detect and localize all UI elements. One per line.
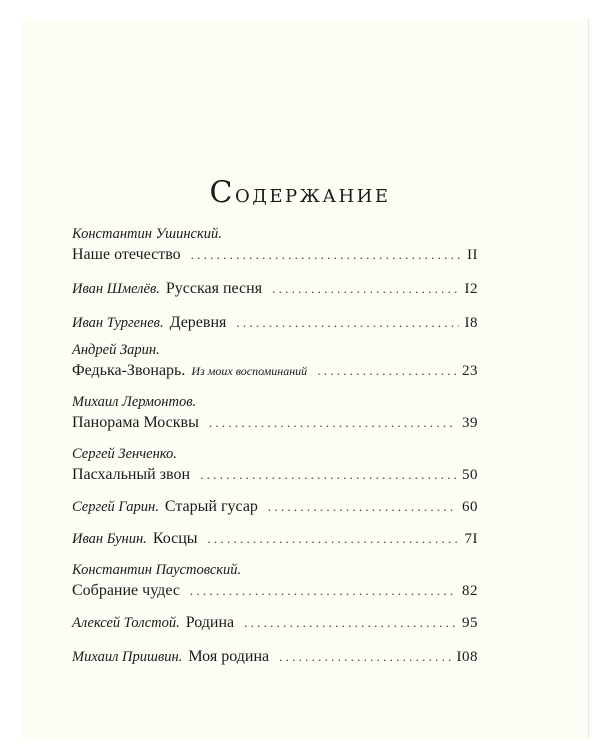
toc-page-number: 39 [462,415,478,431]
toc-work-title: Русская песня [165,280,263,297]
toc-entry[interactable] [72,246,478,264]
leader-dots [236,315,458,331]
toc-author: Сергей Зенченко. [72,446,177,462]
toc-entry[interactable] [72,314,478,332]
title-rest: одержание [234,178,391,208]
toc-author: Иван Шмелёв. [72,281,160,297]
toc-work-title: Наше отечество [72,246,181,263]
title-initial: С [209,174,235,210]
toc-entry[interactable] [72,530,478,548]
toc-entry[interactable] [72,362,478,380]
toc-author: Сергей Гарин. [72,499,159,515]
leader-dots [209,415,456,431]
toc-page-number: 23 [462,363,478,379]
toc-author: Иван Тургенев. [72,315,164,331]
toc-entry[interactable] [72,414,478,432]
toc-work-title: Старый гусар [164,498,258,515]
toc-entry[interactable] [72,614,478,632]
toc-page-number: 82 [462,583,478,599]
toc-author: Михаил Пришвин. [72,649,183,665]
leader-dots [191,247,461,263]
leader-dots [244,615,456,631]
toc-page-number: 7I [464,531,478,547]
toc-author: Михаил Лермонтов. [72,394,197,410]
toc-entry[interactable] [72,648,478,666]
toc-work-title: Панорама Москвы [72,414,199,431]
leader-dots [268,499,456,515]
toc-author: Константин Ушинский. [72,226,222,242]
toc-work-subtitle: Из моих воспоминаний [191,364,308,378]
leader-dots [317,363,456,379]
toc-page-number: I8 [464,315,478,331]
toc-entry[interactable] [72,498,478,516]
leader-dots [272,281,458,297]
leader-dots [200,467,456,483]
toc-author: Андрей Зарин. [72,342,160,358]
toc-author: Алексей Толстой. [72,615,180,631]
toc-work-title: Федька-Звонарь. [72,362,186,379]
toc-work-title: Деревня [169,314,227,331]
toc-work-title: Родина [185,614,235,631]
toc-page-number: 50 [462,467,478,483]
toc-entry[interactable] [72,582,478,600]
toc-work-title: Пасхальный звон [72,466,191,483]
toc-entry[interactable] [72,280,478,298]
leader-dots [208,531,459,547]
leader-dots [190,583,456,599]
toc-entry[interactable] [72,466,478,484]
toc-work-title: Моя родина [188,648,270,665]
leader-dots [279,649,450,665]
toc-page-number: I2 [464,281,478,297]
toc-author: Иван Бунин. [72,531,147,547]
toc-page-number: I08 [456,649,478,665]
toc-author: Константин Паустовский. [72,562,242,578]
toc-work-title: Косцы [152,530,198,547]
toc-work-title: Собрание чудес [72,582,180,599]
toc-page-number: 60 [462,499,478,515]
toc-page-number: 95 [462,615,478,631]
toc-page-number: II [467,247,478,263]
